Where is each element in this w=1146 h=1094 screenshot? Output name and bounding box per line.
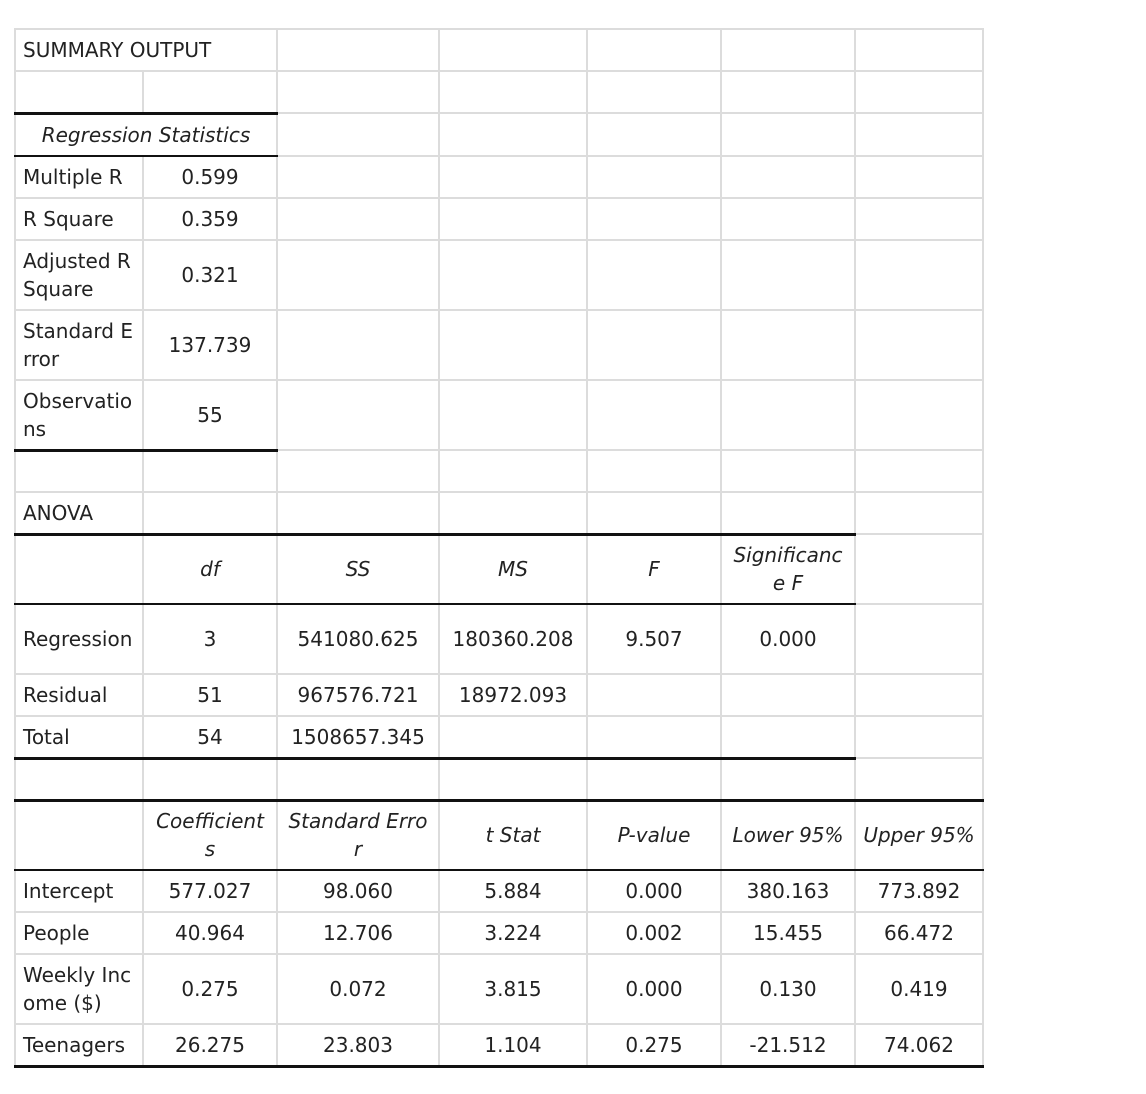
coef-row — [15, 1024, 983, 1066]
coef-se: 23.803 — [277, 1024, 439, 1066]
anova-ss: 967576.721 — [277, 674, 439, 716]
coef-value: 26.275 — [143, 1024, 277, 1066]
empty-row — [15, 758, 983, 800]
coef-value: 40.964 — [143, 912, 277, 954]
anova-ms: 18972.093 — [439, 674, 587, 716]
coef-lower: 0.130 — [721, 954, 855, 1024]
coef-col-t-stat: t Stat — [439, 800, 587, 870]
stat-row — [15, 310, 983, 380]
coef-t: 1.104 — [439, 1024, 587, 1066]
anova-ss: 1508657.345 — [277, 716, 439, 758]
anova-col-ss: SS — [277, 534, 439, 604]
coef-col-standard-error: Standard Error — [277, 800, 439, 870]
regression-stats-heading: Regression Statistics — [15, 113, 277, 156]
coef-se: 12.706 — [277, 912, 439, 954]
coef-value: 0.275 — [143, 954, 277, 1024]
coef-row-label: Teenagers — [15, 1024, 143, 1066]
stat-value: 0.321 — [143, 240, 277, 310]
coef-lower: -21.512 — [721, 1024, 855, 1066]
anova-heading: ANOVA — [15, 492, 143, 534]
coef-se: 0.072 — [277, 954, 439, 1024]
coef-row — [15, 870, 983, 912]
coef-row — [15, 912, 983, 954]
coef-upper: 66.472 — [855, 912, 983, 954]
anova-ms: 180360.208 — [439, 604, 587, 674]
coef-header-row — [15, 800, 983, 870]
regression-stats-header-row — [15, 113, 983, 156]
coef-p: 0.000 — [587, 954, 721, 1024]
stat-label: R Square — [15, 198, 143, 240]
stat-label: Observations — [15, 380, 143, 450]
coef-row-label: Weekly Income ($) — [15, 954, 143, 1024]
empty-row — [15, 450, 983, 492]
stat-row — [15, 380, 983, 450]
coef-lower: 15.455 — [721, 912, 855, 954]
anova-col-significance-f: Significance F — [721, 534, 855, 604]
summary-output-title: SUMMARY OUTPUT — [15, 29, 277, 71]
coef-t: 3.224 — [439, 912, 587, 954]
coef-upper: 0.419 — [855, 954, 983, 1024]
stat-label: Standard Error — [15, 310, 143, 380]
coef-p: 0.002 — [587, 912, 721, 954]
coef-col-upper-95: Upper 95% — [855, 800, 983, 870]
anova-title-row — [15, 492, 983, 534]
coef-row — [15, 954, 983, 1024]
anova-row — [15, 604, 983, 674]
coef-col-lower-95: Lower 95% — [721, 800, 855, 870]
coef-upper: 773.892 — [855, 870, 983, 912]
coef-p: 0.275 — [587, 1024, 721, 1066]
anova-ss: 541080.625 — [277, 604, 439, 674]
anova-col-f: F — [587, 534, 721, 604]
coef-se: 98.060 — [277, 870, 439, 912]
anova-header-row — [15, 534, 983, 604]
coef-value: 577.027 — [143, 870, 277, 912]
stat-value: 0.359 — [143, 198, 277, 240]
coef-t: 5.884 — [439, 870, 587, 912]
stat-row — [15, 198, 983, 240]
anova-row-label: Regression — [15, 604, 143, 674]
summary-output-table — [14, 28, 984, 1068]
anova-f: 9.507 — [587, 604, 721, 674]
stat-value: 0.599 — [143, 156, 277, 198]
anova-col-ms: MS — [439, 534, 587, 604]
coef-row-label: People — [15, 912, 143, 954]
stat-row — [15, 156, 983, 198]
coef-t: 3.815 — [439, 954, 587, 1024]
anova-df: 51 — [143, 674, 277, 716]
anova-sig-f: 0.000 — [721, 604, 855, 674]
coef-p: 0.000 — [587, 870, 721, 912]
stat-label: Multiple R — [15, 156, 143, 198]
anova-col-df: df — [143, 534, 277, 604]
anova-df: 3 — [143, 604, 277, 674]
title-row — [15, 29, 983, 71]
anova-row-label: Residual — [15, 674, 143, 716]
coef-col-coefficients: Coefficients — [143, 800, 277, 870]
empty-row — [15, 71, 983, 113]
anova-df: 54 — [143, 716, 277, 758]
anova-row — [15, 716, 983, 758]
stat-value: 137.739 — [143, 310, 277, 380]
coef-row-label: Intercept — [15, 870, 143, 912]
stat-label: Adjusted R Square — [15, 240, 143, 310]
anova-row — [15, 674, 983, 716]
coef-lower: 380.163 — [721, 870, 855, 912]
stat-row — [15, 240, 983, 310]
anova-row-label: Total — [15, 716, 143, 758]
coef-upper: 74.062 — [855, 1024, 983, 1066]
coef-col-p-value: P-value — [587, 800, 721, 870]
stat-value: 55 — [143, 380, 277, 450]
